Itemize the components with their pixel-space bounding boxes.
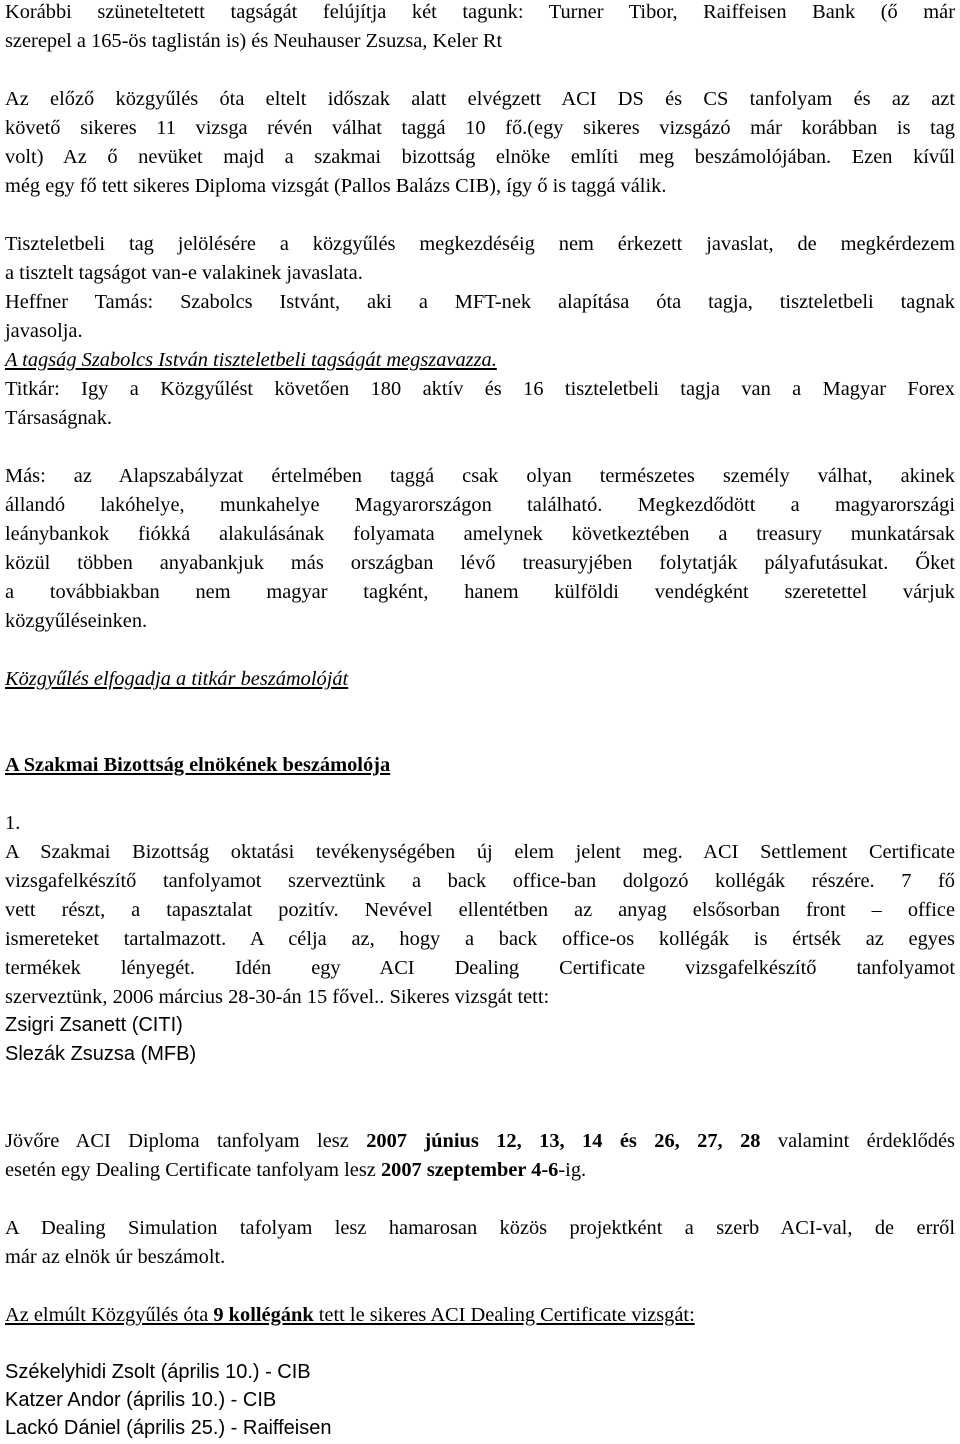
text-run: Az elmúlt Közgyűlés óta: [5, 1304, 214, 1326]
paragraph-line: Tiszteletbeli tag jelölésére a közgyűlés megkezdéséig nem érkezett javaslat, de megkérdezem: [5, 233, 955, 255]
paragraph-line: volt) Az ő nevüket majd a szakmai bizottság elnöke említi meg beszámolójában. Ezen kívűl: [5, 146, 955, 168]
text-run: Jövőre ACI Diploma tanfolyam lesz: [5, 1130, 367, 1152]
paragraph-line: követő sikeres 11 vizsga révén válhat taggá 10 fő.(egy sikeres vizsgázó már korábban is tag: [5, 117, 955, 139]
name-list-item: Slezák Zsuzsa (MFB): [5, 1043, 197, 1065]
text-run: -ig.: [558, 1159, 587, 1181]
section-heading: A Szakmai Bizottság elnökének beszámolója: [5, 754, 391, 776]
paragraph-line: Az előző közgyűlés óta eltelt időszak alatt elvégzett ACI DS és CS tanfolyam és az azt: [5, 88, 955, 110]
name-list-item: Lackó Dániel (április 25.) - Raiffeisen: [5, 1417, 332, 1439]
paragraph-line: közül többen anyabankjuk más országban lévő treasuryjében folytatják pályafutásukat. Őket: [5, 552, 955, 574]
text-run: tett le sikeres ACI Dealing Certificate vizsgát:: [313, 1304, 695, 1326]
paragraph-line: javasolja.: [5, 320, 83, 342]
paragraph-line: Heffner Tamás: Szabolcs Istvánt, aki a MFT-nek alapítása óta tagja, tiszteletbeli tagnak: [5, 291, 955, 313]
paragraph-line: [5, 1303, 695, 1327]
paragraph-line: A Dealing Simulation tafolyam lesz hamarosan közös projektként a szerb ACI-val, de erről: [5, 1217, 955, 1239]
paragraph-line: Titkár: Igy a Közgyűlést követően 180 aktív és 16 tiszteletbeli tagja van a Magyar Forex: [5, 378, 955, 400]
text-run: valamint érdeklődés: [760, 1130, 955, 1152]
paragraph-line: vett részt, a tapasztalat pozitív. Nevével ellentétben az anyag elsősorban front – office: [5, 899, 955, 921]
paragraph-line: a tisztelt tagságot van-e valakinek javaslata.: [5, 262, 363, 284]
paragraph-line: már az elnök úr beszámolt.: [5, 1246, 226, 1268]
date-text: 2007 szeptember 4-6: [380, 1159, 559, 1181]
paragraph-line: [5, 1129, 955, 1153]
paragraph-line: Társaságnak.: [5, 407, 113, 429]
paragraph-line: állandó lakóhelye, munkahelye Magyarországon található. Megkezdődött a magyarországi: [5, 494, 955, 516]
paragraph-line: közgyűléseinken.: [5, 610, 148, 632]
text-run: esetén egy Dealing Certificate tanfolyam lesz: [5, 1159, 381, 1181]
list-number: 1.: [5, 812, 21, 834]
paragraph-line: leánybankok fiókká alakulásának folyamata amelynek következtében a treasury munkatársak: [5, 523, 955, 545]
paragraph-line: A Szakmai Bizottság oktatási tevékenységében új elem jelent meg. ACI Settlement Certificate: [5, 841, 955, 863]
name-list-item: Katzer Andor (április 10.) - CIB: [5, 1389, 277, 1411]
resolution-text: A tagság Szabolcs István tiszteletbeli tagságát megszavazza.: [5, 349, 497, 371]
count-text: 9 kollégánk: [213, 1304, 314, 1326]
name-list-item: Zsigri Zsanett (CITI): [5, 1014, 183, 1036]
paragraph-line: még egy fő tett sikeres Diploma vizsgát (Pallos Balázs CIB), így ő is taggá válik.: [5, 175, 667, 197]
name-list-item: Székelyhidi Zsolt (április 10.) - CIB: [5, 1361, 311, 1383]
paragraph-line: termékek lényegét. Idén egy ACI Dealing Certificate vizsgafelkészítő tanfolyamot: [5, 957, 955, 979]
paragraph-line: Más: az Alapszabályzat értelmében taggá csak olyan természetes személy válhat, akinek: [5, 465, 955, 487]
paragraph-line: szerepel a 165-ös taglistán is) és Neuhauser Zsuzsa, Keler Rt: [5, 30, 503, 52]
resolution-text: Közgyűlés elfogadja a titkár beszámolóját: [5, 668, 349, 690]
paragraph-line: vizsgafelkészítő tanfolyamot szerveztünk a back office-ban dolgozó kollégák részére. 7 fő: [5, 870, 955, 892]
paragraph-line: ismereteket tartalmazott. A célja az, hogy a back office-os kollégák is értsék az egyes: [5, 928, 955, 950]
paragraph-line: Korábbi szüneteltetett tagságát felújítja két tagunk: Turner Tibor, Raiffeisen Bank (ő már: [5, 1, 955, 23]
date-text: 2007 június 12, 13, 14 és 26, 27, 28: [366, 1130, 761, 1152]
paragraph-line: a továbbiakban nem magyar tagként, hanem külföldi vendégként szeretettel várjuk: [5, 581, 955, 603]
paragraph-line: [5, 1158, 955, 1182]
paragraph-line: szerveztünk, 2006 március 28-30-án 15 fővel.. Sikeres vizsgát tett:: [5, 986, 550, 1008]
